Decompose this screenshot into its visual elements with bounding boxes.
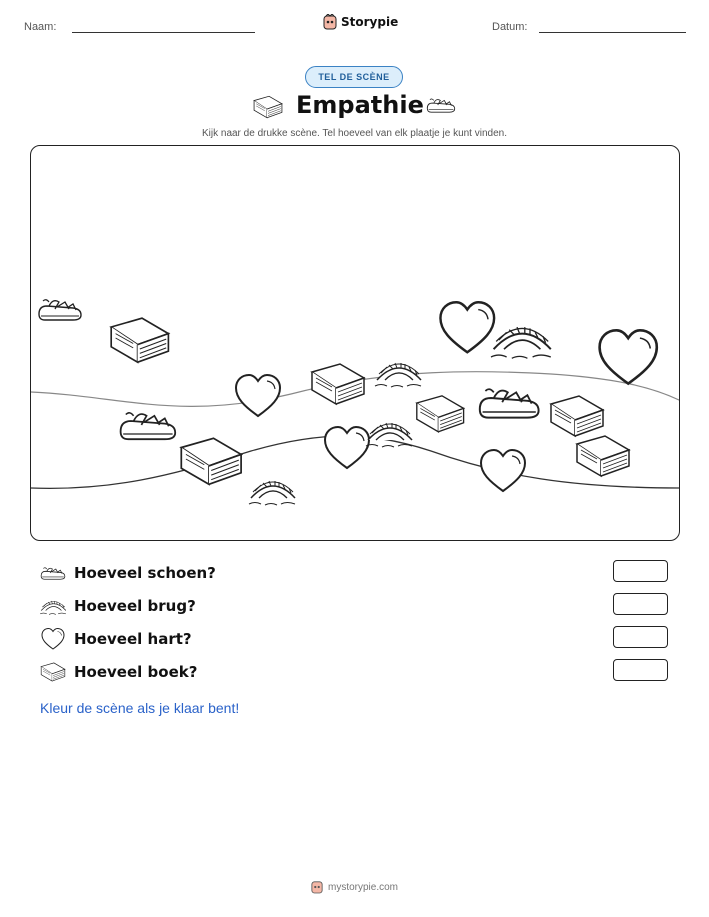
bridge-icon — [491, 327, 551, 358]
heart-icon — [600, 330, 657, 383]
book-icon — [577, 436, 629, 476]
question-label: Hoeveel boek? — [74, 663, 198, 681]
bridge-icon — [249, 481, 295, 505]
name-line[interactable] — [72, 32, 255, 33]
date-label: Datum: — [492, 21, 528, 33]
question-label: Hoeveel schoen? — [74, 564, 216, 582]
scene-drawing — [31, 146, 680, 541]
storypie-logo-icon — [311, 880, 323, 894]
bridge-icon — [375, 363, 421, 387]
page-subtitle: Kijk naar de drukke scène. Tel hoeveel van elk plaatje je kunt vinden. — [201, 128, 507, 139]
heart-icon — [236, 375, 280, 416]
book-icon — [312, 364, 364, 404]
book-icon — [111, 318, 168, 362]
scene-badge: TEL DE SCÈNE — [305, 66, 403, 88]
question-heart — [40, 626, 192, 652]
shoe-icon — [480, 389, 539, 417]
heart-icon — [440, 302, 494, 352]
book-icon — [40, 662, 66, 682]
question-label: Hoeveel hart? — [74, 630, 192, 648]
color-instruction: Kleur de scène als je klaar bent! — [40, 700, 240, 716]
question-label: Hoeveel brug? — [74, 597, 196, 615]
shoe-icon — [39, 300, 81, 320]
brand-logo — [323, 14, 398, 30]
answer-box-shoe[interactable] — [613, 560, 668, 582]
shoe-icon — [426, 95, 456, 115]
footer — [0, 880, 709, 894]
question-shoe — [40, 560, 216, 586]
book-icon — [253, 95, 283, 119]
question-bridge — [40, 593, 196, 619]
heart-icon — [481, 450, 525, 491]
name-label: Naam: — [24, 21, 57, 33]
question-book — [40, 659, 197, 685]
heart-icon — [40, 628, 66, 650]
answer-box-heart[interactable] — [613, 626, 668, 648]
storypie-logo-icon — [323, 14, 337, 30]
shoe-icon — [121, 413, 176, 439]
bridge-icon — [40, 597, 66, 615]
answer-box-book[interactable] — [613, 659, 668, 681]
date-line[interactable] — [539, 32, 686, 33]
page-title: Empathie — [296, 91, 424, 119]
book-icon — [181, 438, 241, 484]
brand-name: Storypie — [341, 15, 399, 29]
footer-url[interactable]: mystorypie.com — [327, 881, 398, 893]
shoe-icon — [40, 565, 66, 581]
count-scene — [30, 145, 680, 541]
heart-icon — [325, 427, 369, 468]
book-icon — [551, 396, 603, 436]
answer-box-bridge[interactable] — [613, 593, 668, 615]
book-icon — [417, 396, 464, 432]
